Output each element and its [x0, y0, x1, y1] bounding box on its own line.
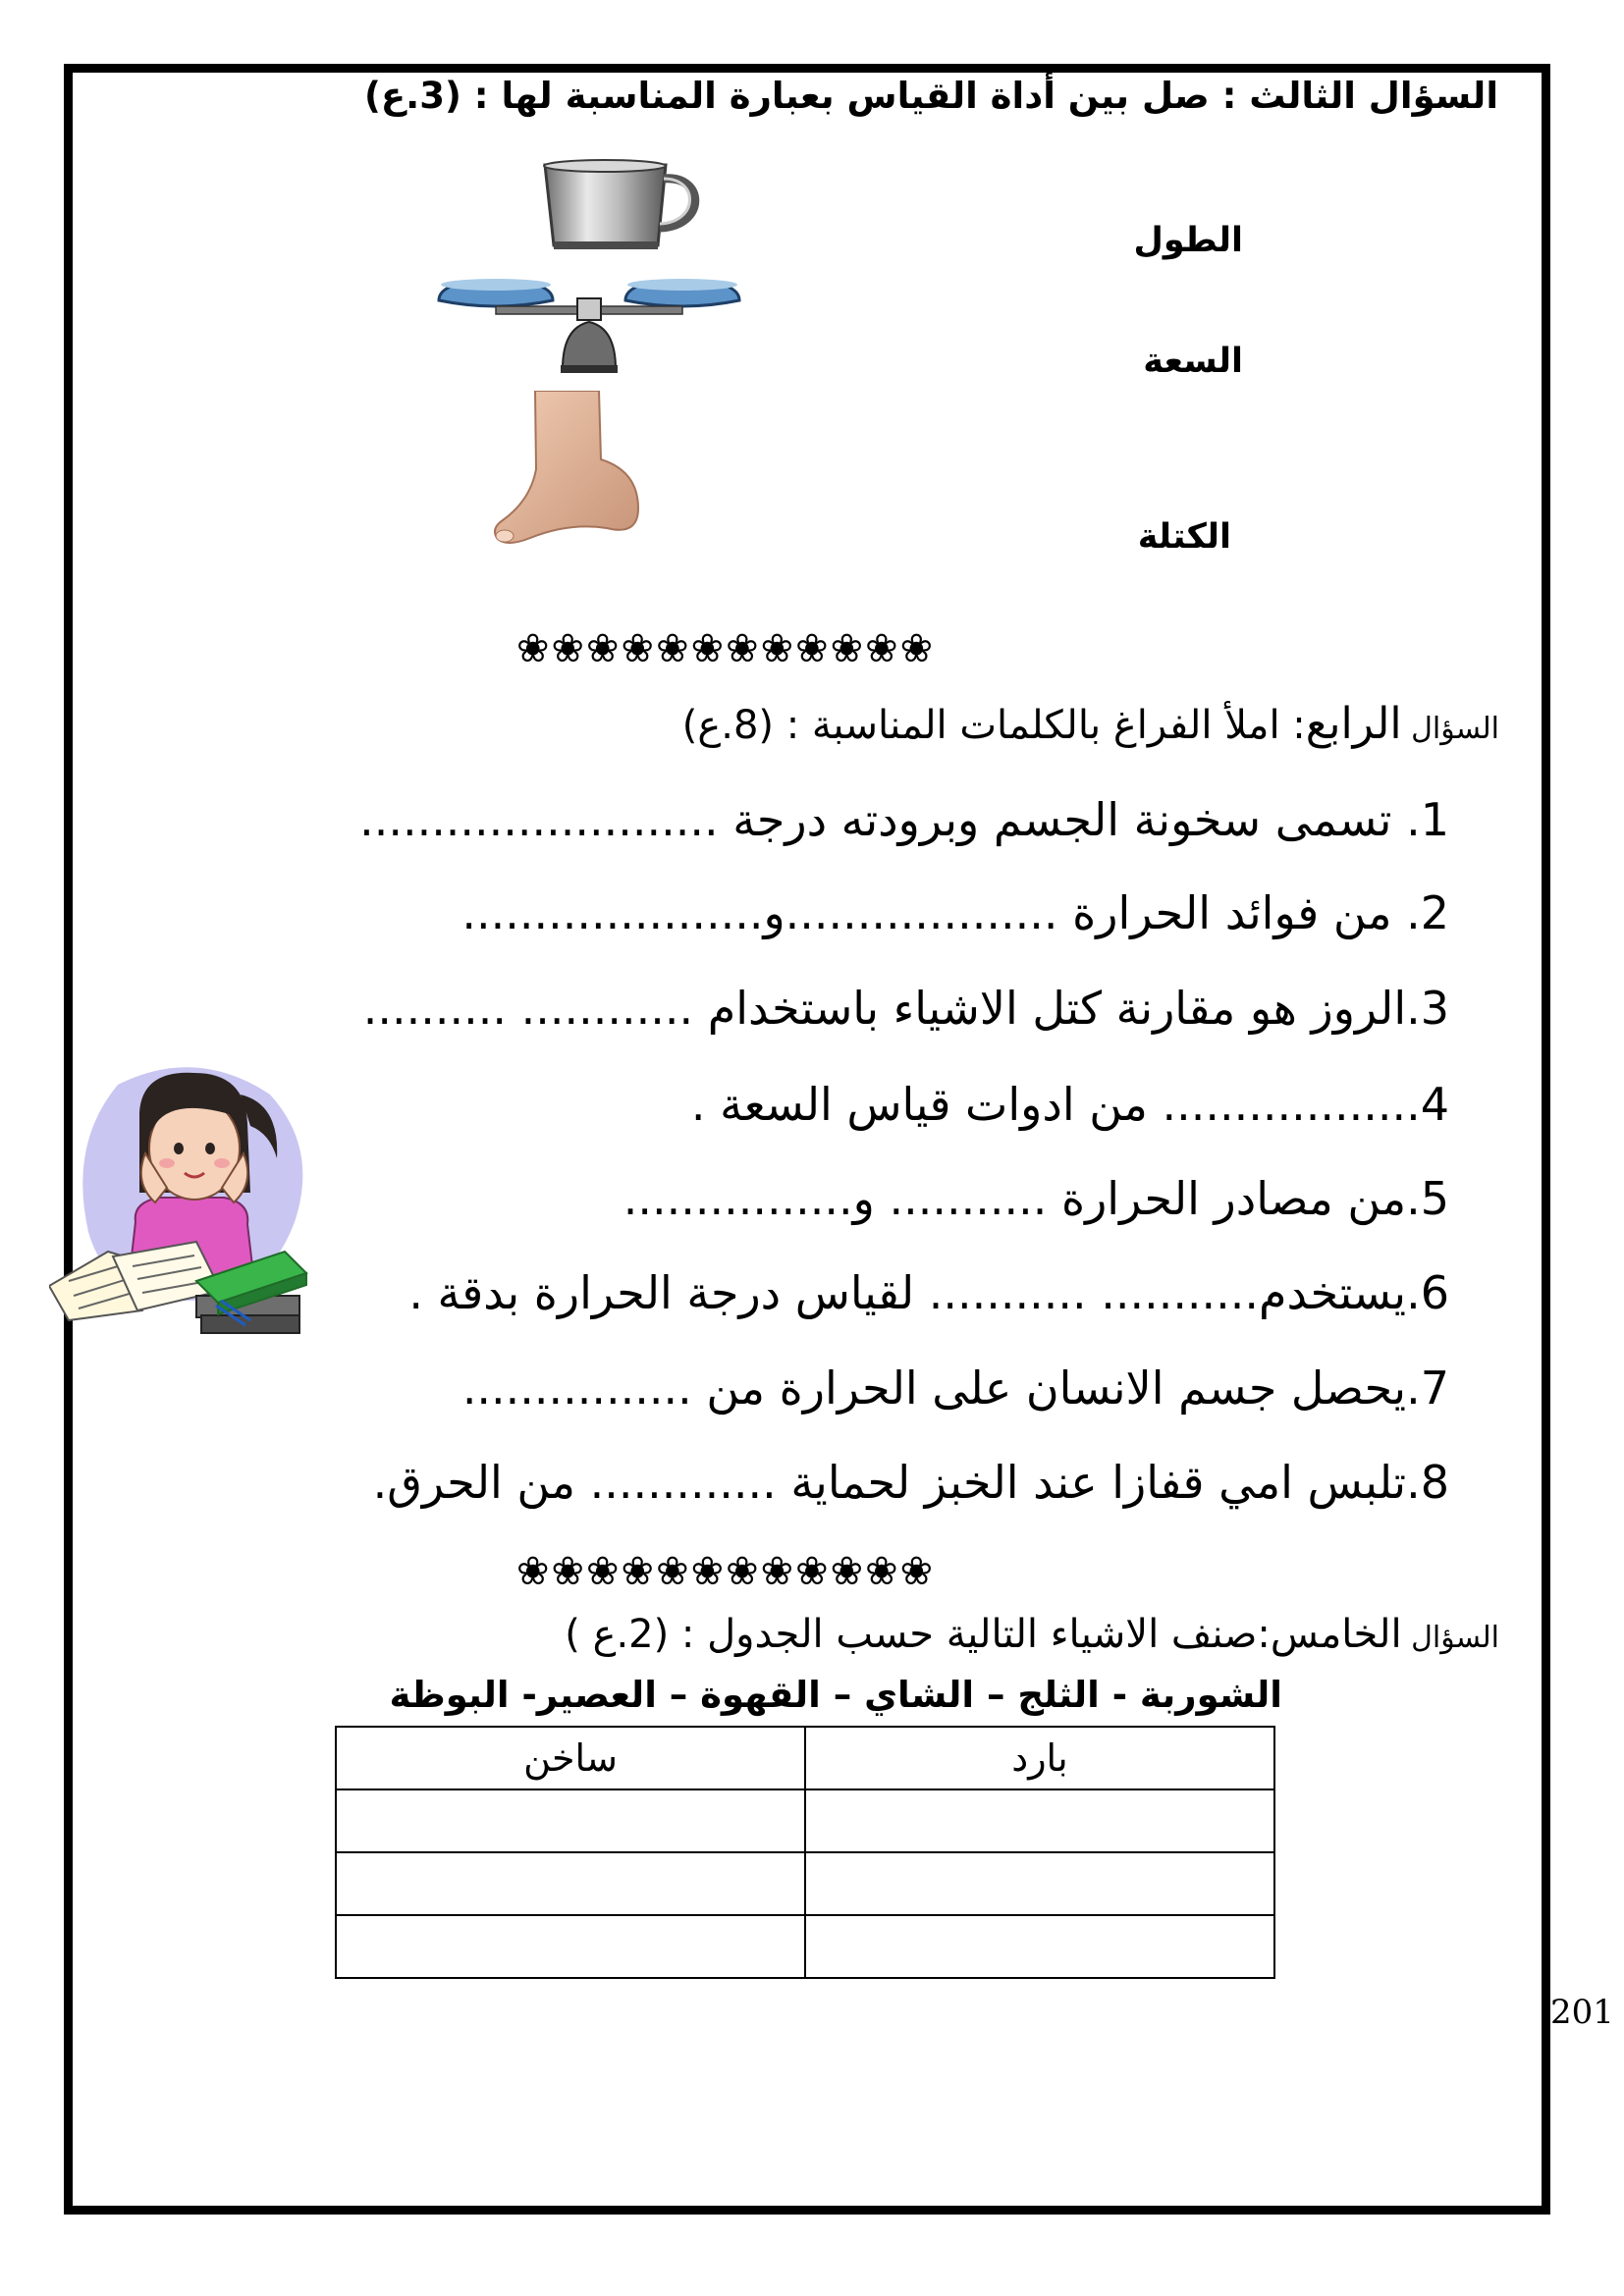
question-4-title	[682, 699, 1499, 749]
answer-cell[interactable]	[805, 1852, 1274, 1915]
measuring-cup-image	[540, 157, 707, 255]
page-number: 201	[1550, 1993, 1614, 2032]
question-5-items: الشوربة - الثلج – الشاي – القهوة – العصير- البوظة	[389, 1674, 1282, 1716]
question-5-title	[565, 1612, 1499, 1657]
foot-image	[491, 391, 648, 548]
flower-separator: ❀❀❀❀❀❀❀❀❀❀❀❀	[516, 1549, 936, 1594]
fill-in-item: 4.................. من ادوات قياس السعة .	[690, 1078, 1449, 1131]
question-4-label: السؤال	[1401, 712, 1499, 746]
balance-scale-image	[437, 271, 741, 379]
question-4-ordinal: الرابع	[1305, 699, 1402, 749]
table-row	[336, 1852, 1274, 1915]
word-length: الطول	[1133, 221, 1243, 260]
girl-studying-clipart	[49, 1055, 309, 1340]
fill-in-item: 7.يحصل جسم الانسان على الحرارة من ................	[461, 1362, 1449, 1415]
fill-in-item: 8.تلبس امي قفازا عند الخبز لحماية ............. من الحرق.	[372, 1456, 1449, 1509]
flower-separator: ❀❀❀❀❀❀❀❀❀❀❀❀	[516, 626, 936, 671]
fill-in-item: 5.من مصادر الحرارة ........... و................	[623, 1172, 1449, 1225]
header-cold: بارد	[805, 1727, 1274, 1789]
table-header-row	[336, 1727, 1274, 1789]
fill-in-item: 2. من فوائد الحرارة ...................و.....................	[461, 886, 1449, 939]
question-3-title: السؤال الثالث : صل بين أداة القياس بعبارة المناسبة لها : (3.ع)	[364, 75, 1498, 117]
answer-cell[interactable]	[336, 1915, 805, 1978]
answer-cell[interactable]	[336, 1852, 805, 1915]
fill-in-item: 3.الروز هو مقارنة كتل الاشياء باستخدام ............ ..........	[362, 982, 1449, 1035]
table-row	[336, 1789, 1274, 1852]
fill-in-item: 6.يستخدم........... ........... لقياس درجة الحرارة بدقة .	[408, 1266, 1449, 1319]
answer-cell[interactable]	[805, 1789, 1274, 1852]
question-5-text: الخامس:صنف الاشياء التالية حسب الجدول : (2.ع )	[565, 1612, 1402, 1657]
answer-cell[interactable]	[805, 1915, 1274, 1978]
fill-in-item: 1. تسمى سخونة الجسم وبرودته درجة .........................	[359, 793, 1449, 846]
word-capacity: السعة	[1143, 342, 1243, 381]
question-4-text: : املأ الفراغ بالكلمات المناسبة : (8.ع)	[681, 703, 1306, 748]
word-mass: الكتلة	[1137, 517, 1231, 557]
header-hot: ساخن	[336, 1727, 805, 1789]
table-row	[336, 1915, 1274, 1978]
answer-cell[interactable]	[336, 1789, 805, 1852]
question-5-label: السؤال	[1401, 1621, 1499, 1655]
classification-table	[335, 1726, 1275, 1979]
